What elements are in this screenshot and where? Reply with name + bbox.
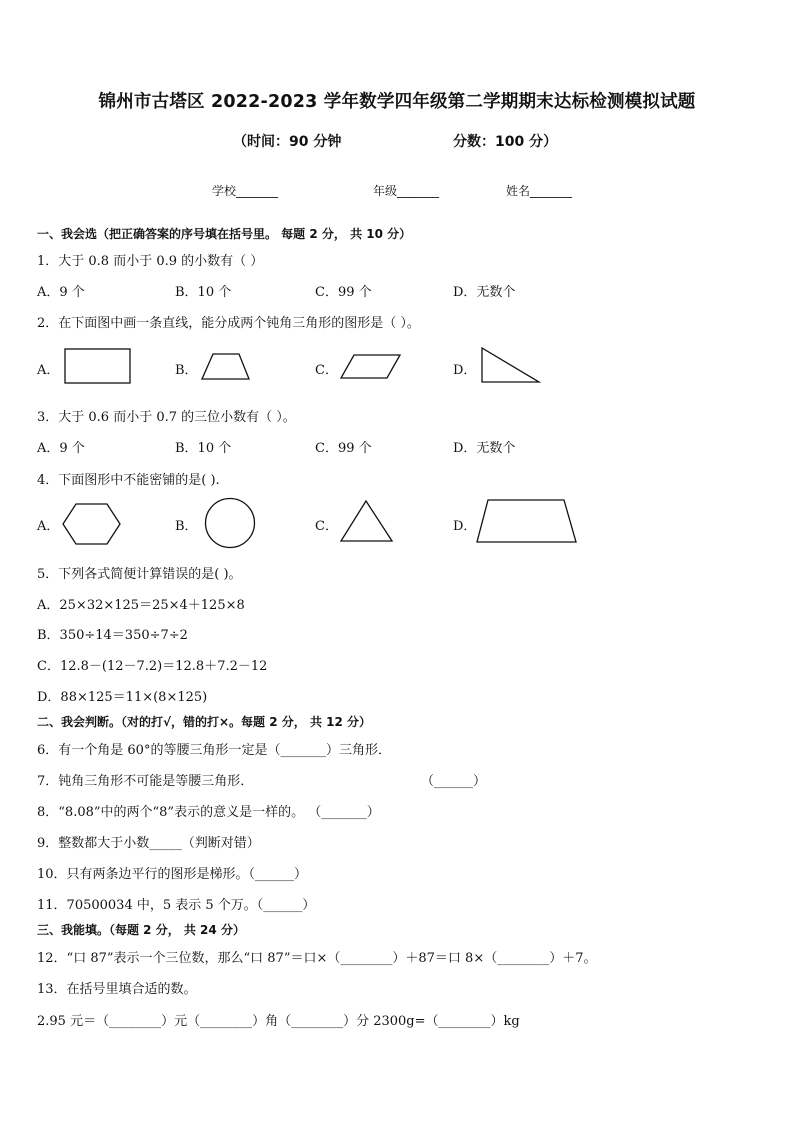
q5-option-b[interactable]: B．350÷14＝350÷7÷2 <box>37 628 188 643</box>
q4-label-a[interactable]: A． <box>37 519 60 534</box>
name-field[interactable]: 姓名_______ <box>506 184 573 198</box>
question-13: 13．在括号里填合适的数。 <box>37 982 197 997</box>
q2-label-a[interactable]: A． <box>37 363 60 378</box>
q13-fill-line[interactable]: 2.95 元＝（________）元（________）角（________）分 2300g=（________）kg <box>37 1014 520 1029</box>
q1-option-b[interactable]: B．10 个 <box>175 285 232 300</box>
question-2: 2．在下面图中画一条直线，能分成两个钝角三角形的图形是（ ）。 <box>37 316 420 331</box>
rectangle-icon[interactable] <box>64 348 132 385</box>
question-4: 4．下面图形中不能密铺的是( ). <box>37 473 220 488</box>
q5-option-a[interactable]: A．25×32×125＝25×4＋125×8 <box>37 598 245 613</box>
q2-label-b[interactable]: B． <box>175 363 198 378</box>
question-10: 10．只有两条边平行的图形是梯形。（______） <box>37 867 308 882</box>
triangle-icon[interactable] <box>340 500 394 543</box>
question-3: 3．大于 0.6 而小于 0.7 的三位小数有（ ）。 <box>37 410 296 425</box>
section-2-heading: 二、我会判断。（对的打√，错的打×。每题 2 分， 共 12 分） <box>37 715 371 729</box>
question-5: 5．下列各式简便计算错误的是( )。 <box>37 567 242 582</box>
q4-label-b[interactable]: B． <box>175 519 198 534</box>
circle-icon[interactable] <box>204 497 256 549</box>
q1-option-d[interactable]: D．无数个 <box>453 285 516 300</box>
q3-option-b[interactable]: B．10 个 <box>175 441 232 456</box>
q1-option-a[interactable]: A．9 个 <box>37 285 85 300</box>
q1-option-c[interactable]: C．99 个 <box>315 285 372 300</box>
school-field[interactable]: 学校_______ <box>212 184 279 198</box>
right-triangle-icon[interactable] <box>481 347 541 384</box>
question-8: 8．“8.08”中的两个“8”表示的意义是一样的。 （_______） <box>37 805 380 820</box>
trapezoid-icon[interactable] <box>476 499 578 544</box>
question-6: 6．有一个角是 60°的等腰三角形一定是（_______）三角形． <box>37 743 391 758</box>
q5-option-d[interactable]: D．88×125＝11×(8×125) <box>37 690 208 705</box>
q3-option-a[interactable]: A．9 个 <box>37 441 85 456</box>
parallelogram-icon[interactable] <box>340 354 402 380</box>
q2-label-d[interactable]: D． <box>453 363 477 378</box>
question-1: 1．大于 0.8 而小于 0.9 的小数有（ ） <box>37 254 264 269</box>
question-12: 12．“口 87”表示一个三位数，那么“口 87”＝口×（________）＋87＝口 8×（________）＋7。 <box>37 951 597 966</box>
section-1-heading: 一、我会选（把正确答案的序号填在括号里。 每题 2 分， 共 10 分） <box>37 227 412 241</box>
hexagon-icon[interactable] <box>62 503 122 545</box>
trapezoid-icon[interactable] <box>201 353 251 381</box>
q2-label-c[interactable]: C． <box>315 363 338 378</box>
q3-option-d[interactable]: D．无数个 <box>453 441 516 456</box>
question-11: 11．70500034 中，5 表示 5 个万。（______） <box>37 898 316 913</box>
q4-label-c[interactable]: C． <box>315 519 338 534</box>
time-info: （时间：90 分钟 <box>233 134 342 150</box>
q3-option-c[interactable]: C．99 个 <box>315 441 372 456</box>
q4-label-d[interactable]: D． <box>453 519 477 534</box>
grade-field[interactable]: 年级_______ <box>373 184 440 198</box>
score-info: 分数：100 分） <box>453 134 558 150</box>
q5-option-c[interactable]: C．12.8－(12－7.2)＝12.8＋7.2－12 <box>37 659 268 674</box>
question-7: 7．钝角三角形不可能是等腰三角形． <box>37 774 254 789</box>
section-3-heading: 三、我能填。（每题 2 分， 共 24 分） <box>37 923 245 937</box>
q7-answer-blank[interactable]: （______） <box>421 774 487 789</box>
page-title: 锦州市古塔区 2022-2023 学年数学四年级第二学期期末达标检测模拟试题 <box>98 92 696 112</box>
question-9: 9．整数都大于小数_____（判断对错） <box>37 836 260 851</box>
